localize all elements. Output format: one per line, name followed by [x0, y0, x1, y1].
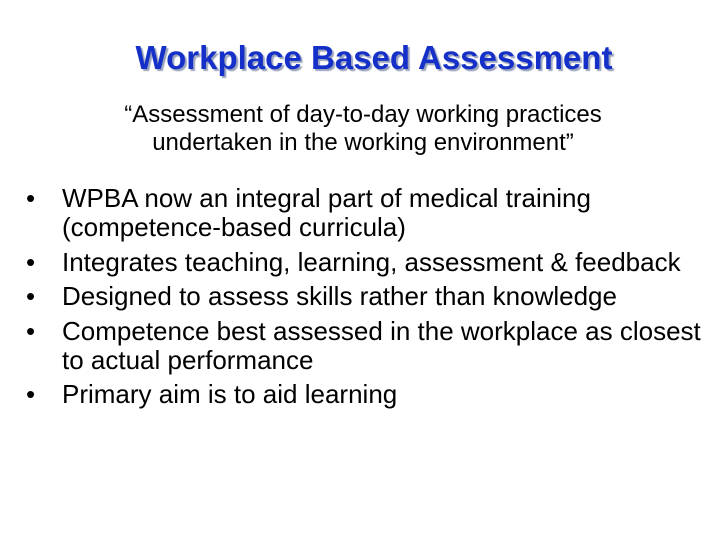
bullet-item-wpba-integral [26, 184, 706, 242]
bullet-dot-icon: • [26, 246, 36, 277]
bullet-item-integrates [26, 248, 706, 277]
bullet-text: Designed to assess skills rather than knowledge [62, 281, 617, 311]
bullet-text: Competence best assessed in the workplace as closest to actual performance [62, 315, 701, 375]
bullet-text: Primary aim is to aid learning [62, 379, 398, 409]
bullet-dot-icon: • [26, 281, 36, 311]
slide-title: Workplace Based Assessment [135, 39, 613, 76]
bullet-dot-icon: • [26, 315, 36, 346]
bullet-dot-icon: • [26, 183, 36, 213]
bullet-item-competence [26, 317, 706, 375]
bullet-dot-icon: • [26, 379, 36, 409]
quote-line-1: “Assessment of day-to-day working practices [124, 101, 602, 128]
bullet-item-primary-aim [26, 380, 706, 409]
definition-quote [0, 101, 720, 157]
bullet-text: Integrates teaching, learning, assessment & feedback [62, 246, 681, 277]
bullet-item-designed [26, 282, 706, 311]
bullet-list [26, 184, 706, 415]
bullet-text: WPBA now an integral part of medical training (competence-based curricula) [62, 183, 591, 242]
quote-line-2: undertaken in the working environment” [152, 129, 574, 156]
